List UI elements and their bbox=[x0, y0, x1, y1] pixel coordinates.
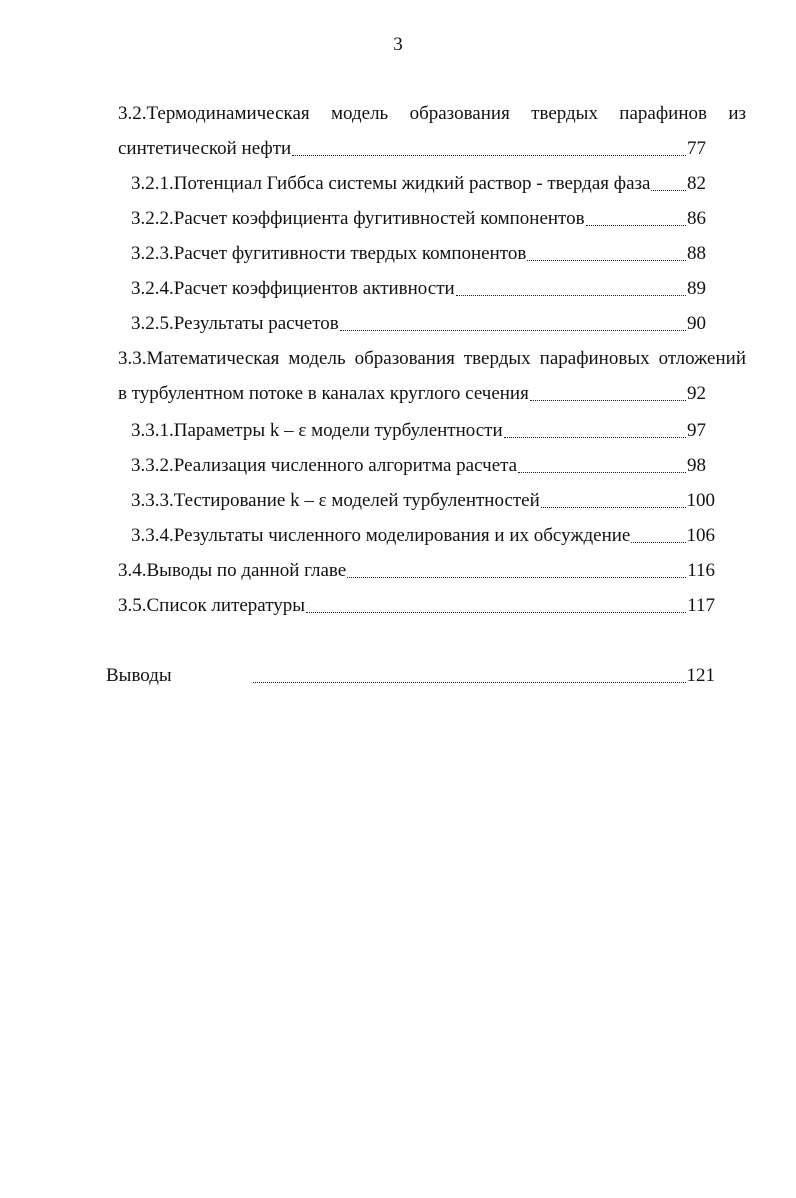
toc-entry-3-2-2 bbox=[131, 206, 706, 232]
page-number: 3 bbox=[393, 34, 403, 55]
toc-entry-3-3 bbox=[118, 381, 706, 407]
dot-leader bbox=[340, 316, 686, 331]
toc-entry-title: 3.3.2.Реализация численного алгоритма расчета bbox=[131, 455, 518, 476]
toc-entry-page: 86 bbox=[687, 208, 706, 229]
toc-entry-3-2-line1: 3.2.Термодинамическая модель образования твердых парафинов из bbox=[118, 103, 746, 124]
toc-entry-page: 98 bbox=[687, 455, 706, 476]
toc-entry-title: 3.5.Список литературы bbox=[118, 595, 306, 616]
toc-entry-3-4 bbox=[118, 558, 715, 584]
dot-leader bbox=[347, 563, 686, 578]
dot-leader bbox=[586, 211, 686, 226]
dot-leader bbox=[518, 458, 686, 473]
dot-leader bbox=[292, 141, 686, 156]
toc-entry-title: 3.2.2.Расчет коэффициента фугитивностей компонентов bbox=[131, 208, 585, 229]
toc-entry-title: 3.2.1.Потенциал Гиббса системы жидкий раствор - твердая фаза bbox=[131, 173, 651, 194]
toc-entry-page: 90 bbox=[687, 313, 706, 334]
dot-leader bbox=[541, 493, 686, 508]
toc-entry-page: 92 bbox=[687, 383, 706, 404]
toc-entry-3-3-4 bbox=[131, 523, 715, 549]
dot-leader bbox=[651, 176, 686, 191]
toc-entry-3-3-2 bbox=[131, 453, 706, 479]
dot-leader bbox=[306, 598, 686, 613]
toc-entry-conclusions bbox=[106, 663, 715, 689]
toc-entry-3-2 bbox=[118, 136, 706, 162]
toc-entry-title: 3.2.3.Расчет фугитивности твердых компонентов bbox=[131, 243, 527, 264]
dot-leader bbox=[527, 246, 686, 261]
toc-entry-page: 121 bbox=[686, 665, 715, 686]
toc-entry-3-3-3 bbox=[131, 488, 715, 514]
toc-entry-page: 100 bbox=[686, 490, 715, 511]
dot-leader bbox=[504, 423, 686, 438]
toc-entry-3-2-4 bbox=[131, 276, 706, 302]
toc-entry-title: 3.2.4.Расчет коэффициентов активности bbox=[131, 278, 455, 299]
dot-leader bbox=[253, 668, 686, 683]
toc-entry-title: синтетической нефти bbox=[118, 138, 292, 159]
toc-entry-title: Выводы bbox=[106, 665, 172, 686]
toc-entry-page: 89 bbox=[687, 278, 706, 299]
toc-entry-title: 3.2.5.Результаты расчетов bbox=[131, 313, 339, 334]
dot-leader bbox=[456, 281, 686, 296]
toc-entry-3-3-1 bbox=[131, 418, 706, 444]
toc-entry-title: в турбулентном потоке в каналах круглого сечения bbox=[118, 383, 529, 404]
toc-entry-page: 97 bbox=[687, 420, 706, 441]
toc-entry-page: 116 bbox=[687, 560, 715, 581]
toc-entry-title: 3.3.1.Параметры k – ε модели турбулентности bbox=[131, 420, 503, 441]
toc-entry-page: 117 bbox=[687, 595, 715, 616]
toc-entry-page: 77 bbox=[687, 138, 706, 159]
toc-entry-3-2-1 bbox=[131, 171, 706, 197]
toc-entry-3-2-5 bbox=[131, 311, 706, 337]
toc-entry-title: 3.3.4.Результаты численного моделирования и их обсуждение bbox=[131, 525, 631, 546]
toc-entry-title: 3.3.3.Тестирование k – ε моделей турбулентностей bbox=[131, 490, 540, 511]
toc-entry-3-2-3 bbox=[131, 241, 706, 267]
dot-leader bbox=[530, 386, 686, 401]
toc-entry-page: 88 bbox=[687, 243, 706, 264]
toc-entry-3-3-line1: 3.3.Математическая модель образования твердых парафиновых отложений bbox=[118, 348, 746, 369]
toc-entry-page: 106 bbox=[686, 525, 715, 546]
dot-leader bbox=[631, 528, 685, 543]
toc-entry-title: 3.4.Выводы по данной главе bbox=[118, 560, 347, 581]
toc-entry-page: 82 bbox=[687, 173, 706, 194]
toc-entry-3-5 bbox=[118, 593, 715, 619]
